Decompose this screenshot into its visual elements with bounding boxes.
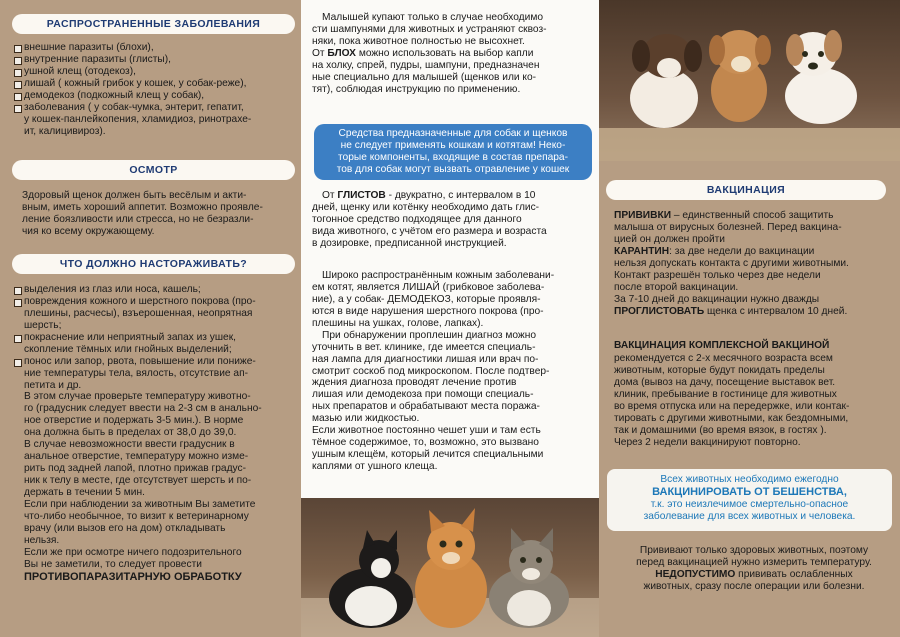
text-line: перед вакцинацией нужно измерить температуру. [636, 556, 872, 568]
list-item: выделения из глаз или носа, кашель; [12, 284, 298, 296]
text-line: Прививают только здоровых животных, поэтому [639, 545, 869, 556]
text-line: что-либо необычное, то визит к ветеринарному [24, 510, 249, 522]
diseases-list [12, 42, 298, 138]
text-line: ушным клещём, который лечится специальными [312, 449, 544, 461]
text-line: ных препаратов и обрабатывают места поража- [312, 401, 540, 413]
text-line: За 7-10 дней до вакцинации нужно дважды [614, 293, 820, 305]
text-line: ные специально для малышей (щенков или ко- [312, 71, 537, 83]
text-line: плешины на ушках, голове, лапках). [312, 317, 484, 329]
text-line: КАРАНТИН: за две недели до вакцинации [614, 245, 815, 257]
text-line: тировать с другими животными, как бездомными, [614, 412, 849, 424]
text-line: няки, пока животное полностью не высохнет. [312, 35, 525, 47]
text-line: Контакт разрешён только через две недели [614, 269, 821, 281]
text-line: В этом случае проверьте температуру животно- [24, 391, 251, 403]
rabies-notice-box [607, 469, 892, 531]
text-line: вным, иметь хороший аппетит. Возможно проявле- [22, 201, 263, 213]
text-line: не следует применять кошкам и котятам! Неко- [340, 139, 566, 151]
deworm-keyword: ПРОГЛИСТОВАТЬ [614, 305, 705, 317]
text-line: вида животного, с учётом его размера и возраста [312, 225, 547, 237]
skin-disease-paragraph [312, 270, 594, 473]
text-line: ПРОТИВОПАРАЗИТАРНУЮ ОБРАБОТКУ [24, 570, 242, 583]
text-line: она должна быть в пределах от 38,0 до 39,0. [24, 427, 237, 439]
text-line: малыша от вирусных болезней. Перед вакцина- [614, 221, 842, 233]
text-line: держать в течении 5 мин. [24, 486, 145, 498]
text-line: после второй вакцинации. [614, 281, 739, 293]
list-item [12, 102, 298, 138]
text-line: рекомендуется с 2-х месячного возраста всем [614, 352, 833, 364]
complex-vaccine-title: ВАКЦИНАЦИЯ КОМПЛЕКСНОЙ ВАКЦИНОЙ [614, 340, 830, 351]
text-line: тов для собак могут вызвать отравление у кошек [336, 163, 570, 175]
text-line: лишая или демодекоза при помощи специаль- [312, 389, 534, 401]
heading-warning-signs: ЧТО ДОЛЖНО НАСТОРАЖИВАТЬ? [12, 254, 295, 274]
text-line: на холку, спрей, пудры, шампуни, предназначен [312, 59, 540, 71]
vaccination-text [614, 210, 894, 317]
text-line: шерсть; [24, 319, 62, 331]
text-line: НЕДОПУСТИМО прививать ослабленных [655, 568, 853, 580]
text-line: так и домашними (во время вязок, в гостях ). [614, 424, 827, 436]
text-line: тёмное содержимое, то, возможно, это вызвано [312, 437, 539, 449]
list-item: внутренние паразиты (глисты), [12, 54, 298, 66]
text-line: животных, сразу после операции или болезни. [643, 580, 865, 592]
complex-vaccine-section [614, 340, 894, 448]
text-line: заболевания ( у собак-чумка, энтерит, гепатит, [24, 101, 244, 113]
text-line: тят), соблюдая инструкцию по применению. [312, 83, 521, 95]
forbidden-keyword: НЕДОПУСТИМО [655, 568, 736, 580]
list-item: демодекоз (подкожный клещ у собак), [12, 90, 298, 102]
text-line: т.к. это неизлечимое смертельно-опасное [650, 498, 849, 510]
heading-inspection: ОСМОТР [12, 160, 295, 180]
puppies-photo [599, 0, 900, 161]
text-line: ждения диагноза проводят лечение против [312, 377, 517, 389]
text-line: рить под задней лапой, плотно прижав градус- [24, 463, 246, 475]
worms-paragraph [312, 190, 594, 250]
text-line: ит, калицивироз). [24, 125, 106, 137]
text-line: От БЛОХ можно использовать на выбор капли [312, 47, 534, 59]
text-line: Если животное постоянно чешет уши и там есть [312, 425, 541, 437]
text-line: дома (вывоз на дачу, посещение выставок вет. [614, 376, 836, 388]
text-line: ник к телу в месте, где отсутствует шерсть и по- [24, 475, 252, 486]
warning-list [12, 284, 298, 583]
text-line: повреждения кожного и шерстного покрова (про- [24, 295, 256, 307]
text-line: понос или запор, рвота, повышение или пониже- [24, 355, 256, 367]
text-line: Через 2 недели вакцинируют повторно. [614, 436, 801, 448]
text-line: В случае невозможности ввести градусник в [24, 439, 235, 451]
text-line: Малышей купают только в случае необходимо [322, 12, 543, 23]
text-line: уточнить в вет. клинике, где имеется специаль- [312, 341, 536, 353]
text-line: Всех животных необходимо ежегодно [660, 474, 839, 485]
text-line: нельзя допускать контакта с другими животными. [614, 257, 849, 269]
text-line: скопление тёмных или гнойных выделений; [24, 343, 232, 355]
rabies-keyword: ВАКЦИНИРОВАТЬ ОТ БЕШЕНСТВА, [652, 485, 847, 498]
text-line: каплями от ушного клеща. [312, 461, 438, 472]
text-line: ПРОГЛИСТОВАТЬ щенка с интервалом 10 дней. [614, 305, 848, 317]
text-line: врачу (или вызов его на дом) откладывать [24, 522, 226, 534]
text-line: ная лампа для диагностики лишая или врач по- [312, 353, 539, 365]
text-line: в дозировке, предписанной инструкцией. [312, 237, 507, 249]
text-line: анальное отверстие, температуру можно изме- [24, 451, 249, 463]
text-line: мазью или жидкостью. [312, 413, 420, 425]
text-line: дней, щенку или котёнку необходимо дать глис- [312, 201, 540, 213]
text-line: ние), а у собак- ДЕМОДЕКОЗ, которые проявля- [312, 293, 541, 305]
text-line: ем котят, является ЛИШАЙ (грибковое заболева- [312, 281, 545, 293]
text-line: нельзя. [24, 534, 60, 546]
list-item [12, 332, 298, 356]
text-line: Широко распространённым кожным заболевани- [322, 270, 555, 281]
text-line: Вы не заметили, то следует провести [24, 558, 202, 570]
text-line: При обнаружении проплешин диагноз можно [322, 329, 537, 341]
text-line: Если же при осмотре ничего подозрительного [24, 546, 242, 558]
text-line: Здоровый щенок должен быть весёлым и акти- [22, 190, 247, 201]
text-line: цией он должен пройти [614, 233, 725, 245]
text-line: Средства предназначенные для собак и щенков [338, 128, 568, 139]
text-line: клиник, пребывание в гостинице для животных [614, 388, 837, 400]
warning-box-dog-products [314, 124, 592, 180]
text-line: ное отверстие и подержать 3-5 мин.). В норме [24, 415, 244, 427]
final-vaccination-note [614, 545, 894, 593]
fleas-keyword: БЛОХ [327, 47, 356, 59]
bathing-paragraph [312, 12, 594, 96]
text-line: Если при наблюдении за животным Вы заметите [24, 498, 256, 510]
text-line: у кошек-панлейкопения, хламидиоз, ринотрахе- [24, 113, 252, 125]
text-line: сти шампунями для животных и устраняют сквоз- [312, 23, 547, 35]
heading-common-diseases: РАСПРОСТРАНЕННЫЕ ЗАБОЛЕВАНИЯ [12, 14, 295, 34]
list-item: ушной клещ (отодекоз), [12, 66, 298, 78]
kittens-photo [301, 498, 599, 637]
list-item [12, 356, 298, 392]
vaccines-keyword: ПРИВИВКИ [614, 210, 672, 221]
text-line: плешины, расчесы), взъерошенная, неопрятная [24, 307, 253, 319]
kittens-illustration [301, 498, 599, 637]
inspection-text [22, 190, 298, 238]
text-line: животным, которые будут покидать пределы [614, 364, 825, 376]
text-line: го (градусник следует ввести на 2-3 см в анально- [24, 403, 262, 415]
list-item [12, 296, 298, 332]
text-line: заболевание для всех животных и человека. [643, 510, 856, 522]
text-line: торые компоненты, входящие в состав препара- [338, 151, 568, 163]
text-line: ние температуры тела, вялость, отсутствие ап- [24, 367, 248, 379]
text-line: петита и др. [24, 379, 82, 391]
temperature-paragraph [12, 391, 298, 583]
text-line: ПРИВИВКИ – единственный способ защитить [614, 210, 834, 221]
heading-vaccination: ВАКЦИНАЦИЯ [606, 180, 886, 200]
puppies-illustration [599, 0, 900, 161]
list-item: лишай ( кожный грибок у кошек, у собак-реже), [12, 78, 298, 90]
quarantine-keyword: КАРАНТИН [614, 245, 670, 257]
text-line: тогонное средство подходящее для данного [312, 213, 522, 225]
text-line: ление боязливости или стресса, но не безразли- [22, 213, 254, 225]
list-item: внешние паразиты (блохи), [12, 42, 298, 54]
worms-keyword: ГЛИСТОВ [337, 190, 386, 201]
text-line: чия ко всему окружающему. [22, 225, 155, 237]
text-line: покраснение или неприятный запах из ушек, [24, 331, 236, 343]
text-line: во время отпуска или на передержке, или контак- [614, 400, 850, 412]
text-line: смотрит соскоб под микроскопом. После подтвер- [312, 365, 550, 377]
text-line: ются в виде нарушения шерстного покрова (про- [312, 305, 544, 317]
text-line: От ГЛИСТОВ - двукратно, с интервалом в 10 [322, 190, 536, 201]
